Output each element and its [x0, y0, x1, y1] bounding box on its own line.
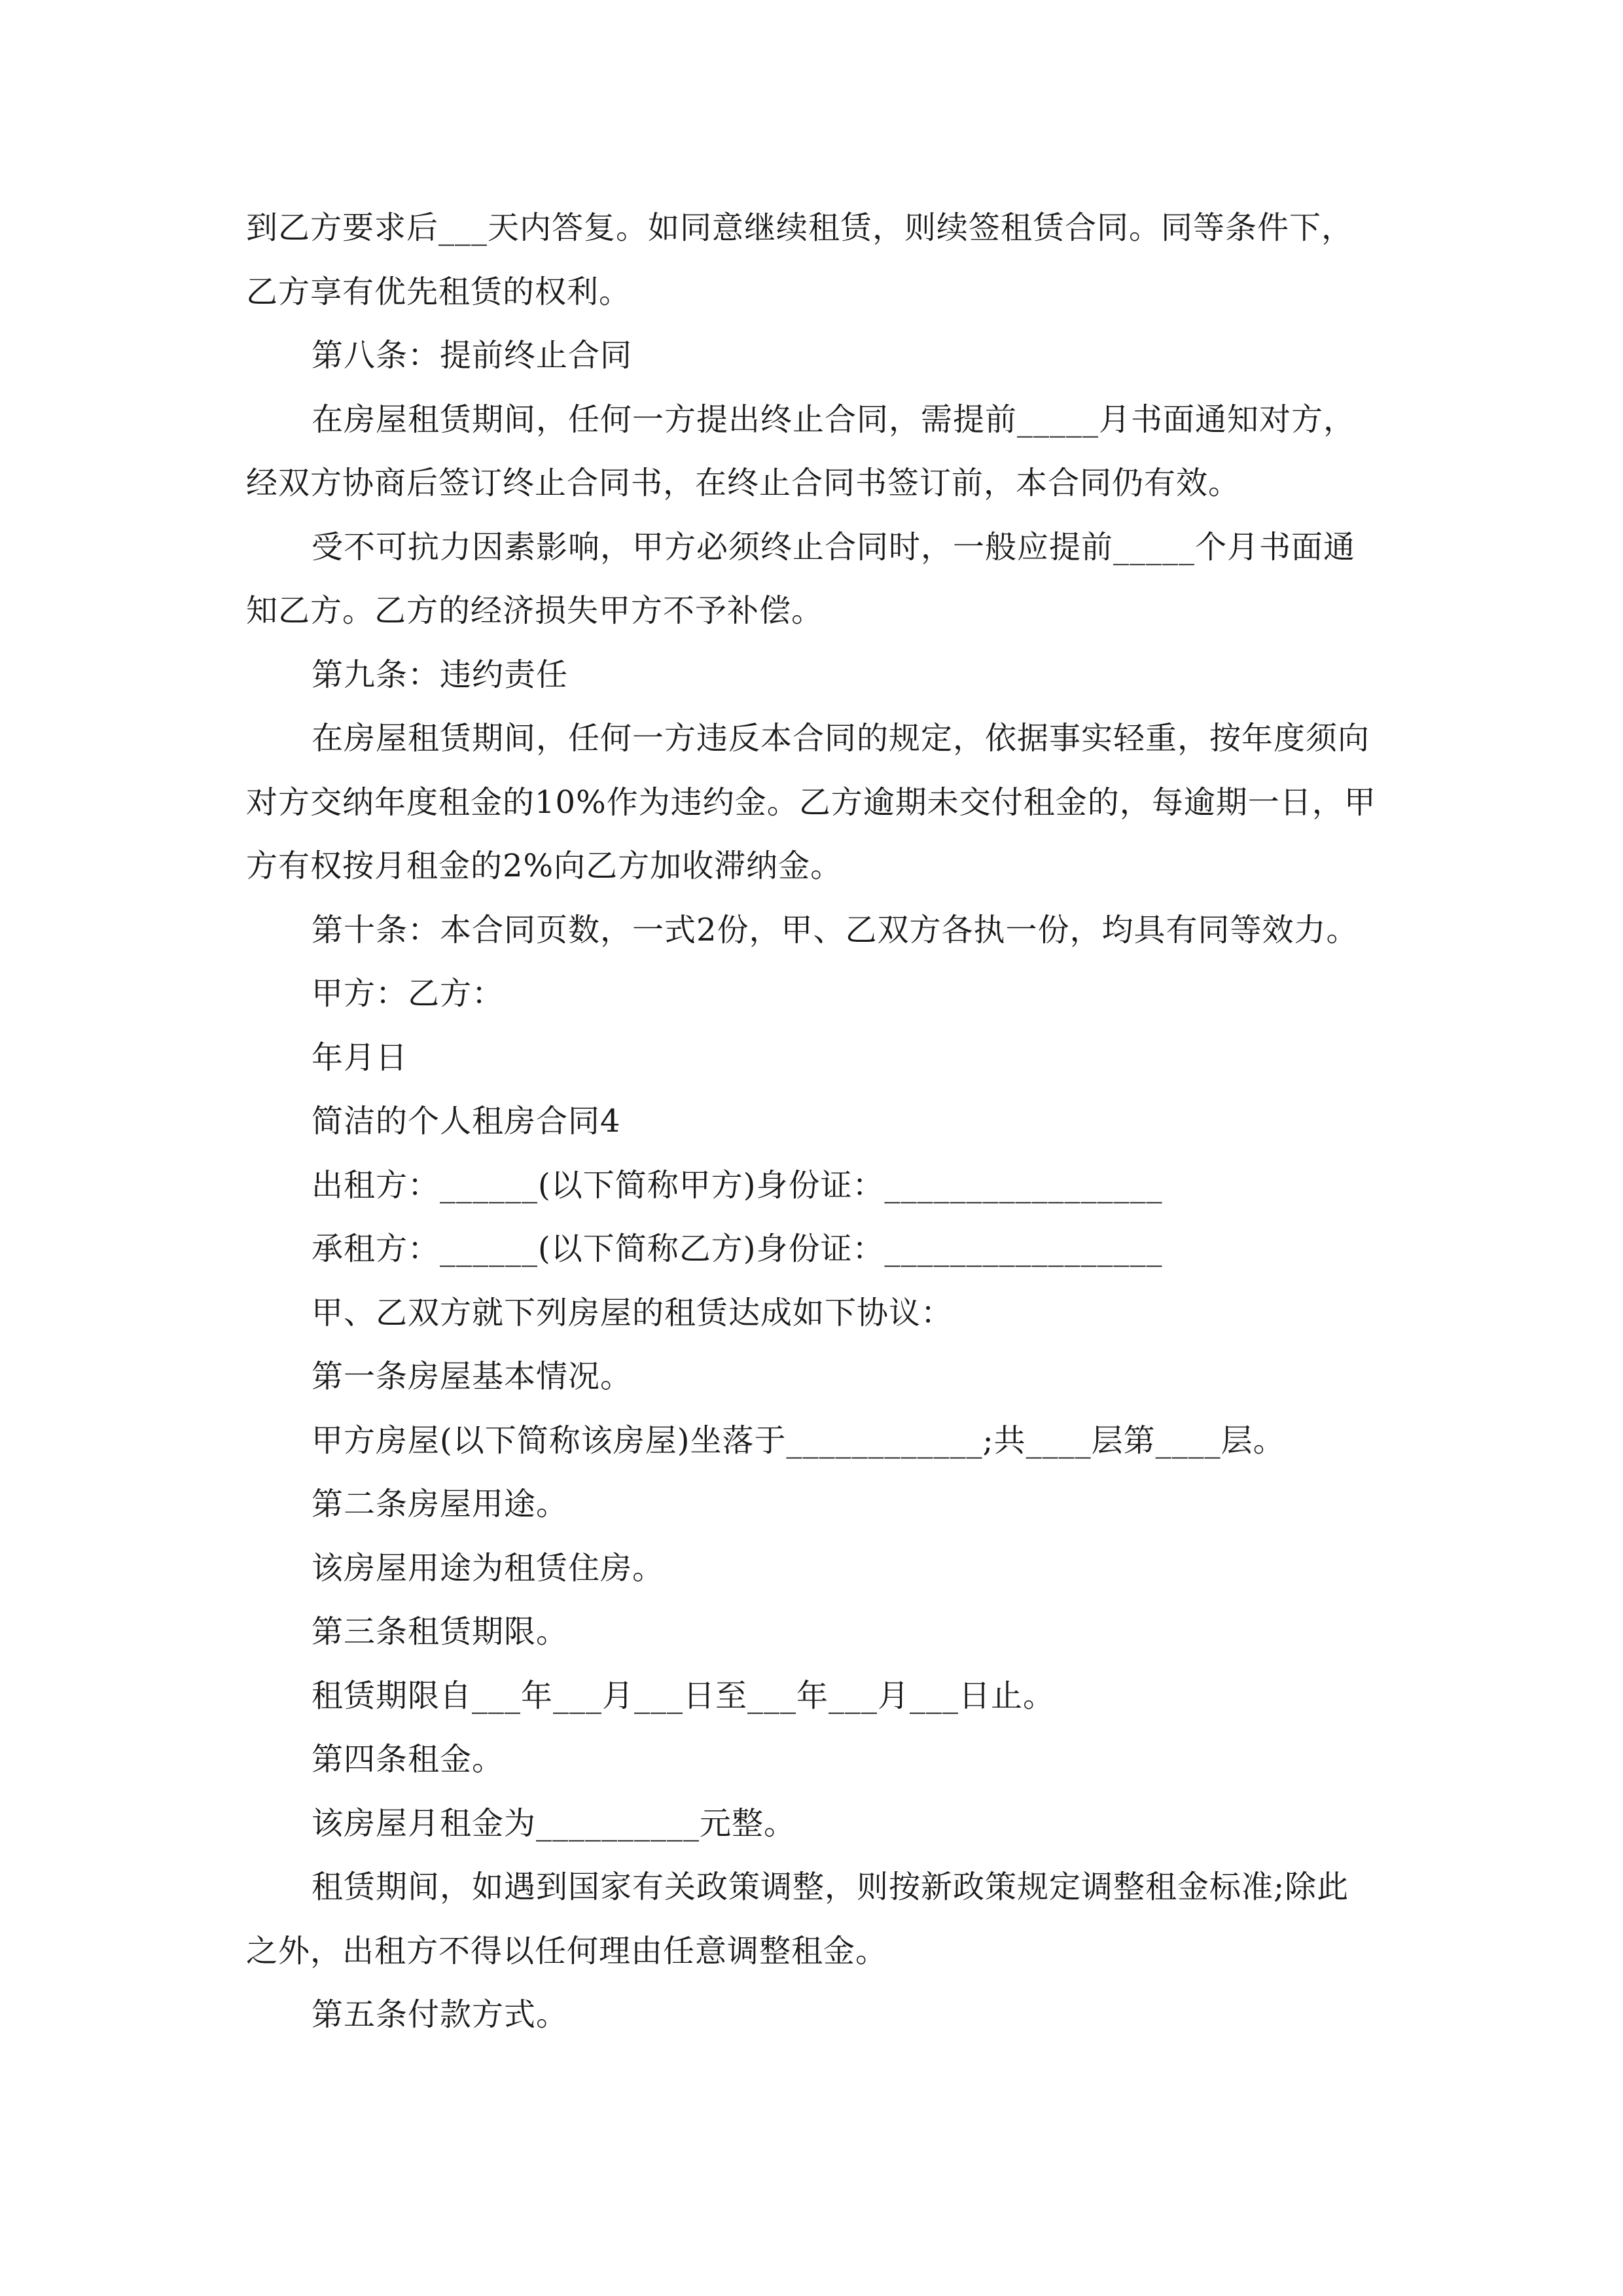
text-line: 该房屋用途为租赁住房。	[312, 1549, 665, 1587]
signature-parties: 甲方：乙方：	[312, 975, 505, 1012]
section-heading: 第三条租赁期限。	[312, 1613, 569, 1650]
text-line: 经双方协商后签订终止合同书，在终止合同书签订前，本合同仍有效。	[246, 465, 1241, 501]
text-line: 甲、乙双方就下列房屋的租赁达成如下协议：	[312, 1294, 954, 1331]
text-line: 在房屋租赁期间，任何一方违反本合同的规定，依据事实轻重，按年度须向	[312, 720, 1370, 757]
section-heading: 第十条：本合同页数，一式2份，甲、乙双方各执一份，均具有同等效力。	[312, 911, 1359, 948]
text-line: 知乙方。乙方的经济损失甲方不予补偿。	[246, 592, 824, 629]
document-title: 简洁的个人租房合同4	[312, 1103, 621, 1139]
text-line: 到乙方要求后___天内答复。如同意继续租赁，则续签租赁合同。同等条件下，	[246, 209, 1354, 246]
text-line: 之外，出租方不得以任何理由任意调整租金。	[246, 1932, 888, 1969]
text-line: 甲方房屋(以下简称该房屋)坐落于____________;共____层第____层。	[312, 1422, 1285, 1459]
text-line: 乙方享有优先租赁的权利。	[246, 273, 632, 310]
section-heading: 第四条租金。	[312, 1741, 505, 1778]
signature-date: 年月日	[312, 1039, 408, 1076]
contract-text	[246, 196, 1418, 2047]
section-heading: 第二条房屋用途。	[312, 1486, 569, 1522]
text-line: 在房屋租赁期间，任何一方提出终止合同，需提前_____月书面通知对方，	[312, 401, 1356, 438]
section-heading: 第九条：违约责任	[312, 656, 569, 693]
lessor-line: 出租方：______(以下简称甲方)身份证：_________________	[312, 1166, 1163, 1204]
section-heading: 第八条：提前终止合同	[312, 337, 633, 374]
section-heading: 第五条付款方式。	[312, 1996, 569, 2033]
lessee-line: 承租方：______(以下简称乙方)身份证：_________________	[312, 1230, 1163, 1267]
section-heading: 第一条房屋基本情况。	[312, 1358, 633, 1395]
text-line: 方有权按月租金的2%向乙方加收滞纳金。	[246, 848, 843, 884]
text-line: 该房屋月租金为__________元整。	[312, 1804, 796, 1842]
text-line: 受不可抗力因素影响，甲方必须终止合同时，一般应提前_____个月书面通	[312, 528, 1356, 565]
text-line: 对方交纳年度租金的10%作为违约金。乙方逾期未交付租金的，每逾期一日，甲	[246, 783, 1376, 821]
text-line: 租赁期间，如遇到国家有关政策调整，则按新政策规定调整租金标准;除此	[312, 1869, 1349, 1905]
text-line: 租赁期限自___年___月___日至___年___月___日止。	[312, 1677, 1056, 1714]
